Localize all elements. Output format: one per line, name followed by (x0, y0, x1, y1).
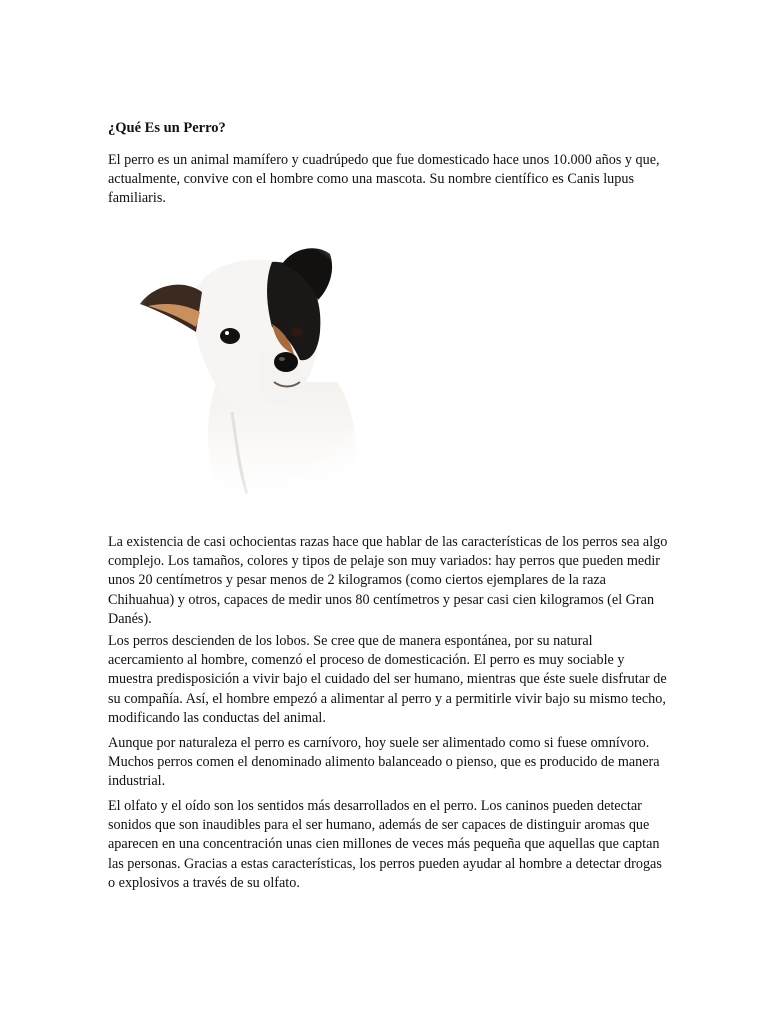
intro-paragraph: El perro es un animal mamífero y cuadrúpedo que fue domesticado hace unos 10.000 años y que, actualmente, convive con el hombre como una mascota. Su nombre científico es Canis lupus familiaris. (108, 152, 660, 207)
page-title: ¿Qué Es un Perro? (108, 120, 226, 136)
body-paragraph: Aunque por naturaleza el perro es carnívoro, hoy suele ser alimentado como si fuese omnívoro. Muchos perros comen el denominado alimento balanceado o pienso, que es producido de manera industrial. (108, 735, 660, 790)
body-paragraph: Los perros descienden de los lobos. Se cree que de manera espontánea, por su natural acercamiento al hombre, comenzó el proceso de domesticación. El perro es muy sociable y muestra predisposición a vivir bajo el cuidado del ser humano, mientras que éste suele disfrutar de su compañía. Así, el hombre empezó a alimentar al perro y a permitirle vivir bajo su mismo techo, modificando las conductas del animal. (108, 633, 667, 726)
body-paragraph: La existencia de casi ochocientas razas hace que hablar de las características de los perros sea algo complejo. Los tamaños, colores y tipos de pelaje son muy variados: hay perros que pueden medir unos 20 centímetros y pesar menos de 2 kilogramos (como ciertos ejemplares de la raza Chihuahua) y otros, capaces de medir unos 80 centímetros y pesar casi cien kilogramos (el Gran Danés). (108, 534, 668, 627)
dog-photo (122, 232, 384, 502)
body-paragraph: El olfato y el oído son los sentidos más desarrollados en el perro. Los caninos pueden detectar sonidos que son inaudibles para el ser humano, además de ser capaces de distinguir aromas que aparecen en una concentración unas cien millones de veces más pequeña que aquellas que captan las personas. Gracias a estas características, los perros pueden ayudar al hombre a detectar drogas o explosivos a través de su olfato. (108, 798, 662, 891)
